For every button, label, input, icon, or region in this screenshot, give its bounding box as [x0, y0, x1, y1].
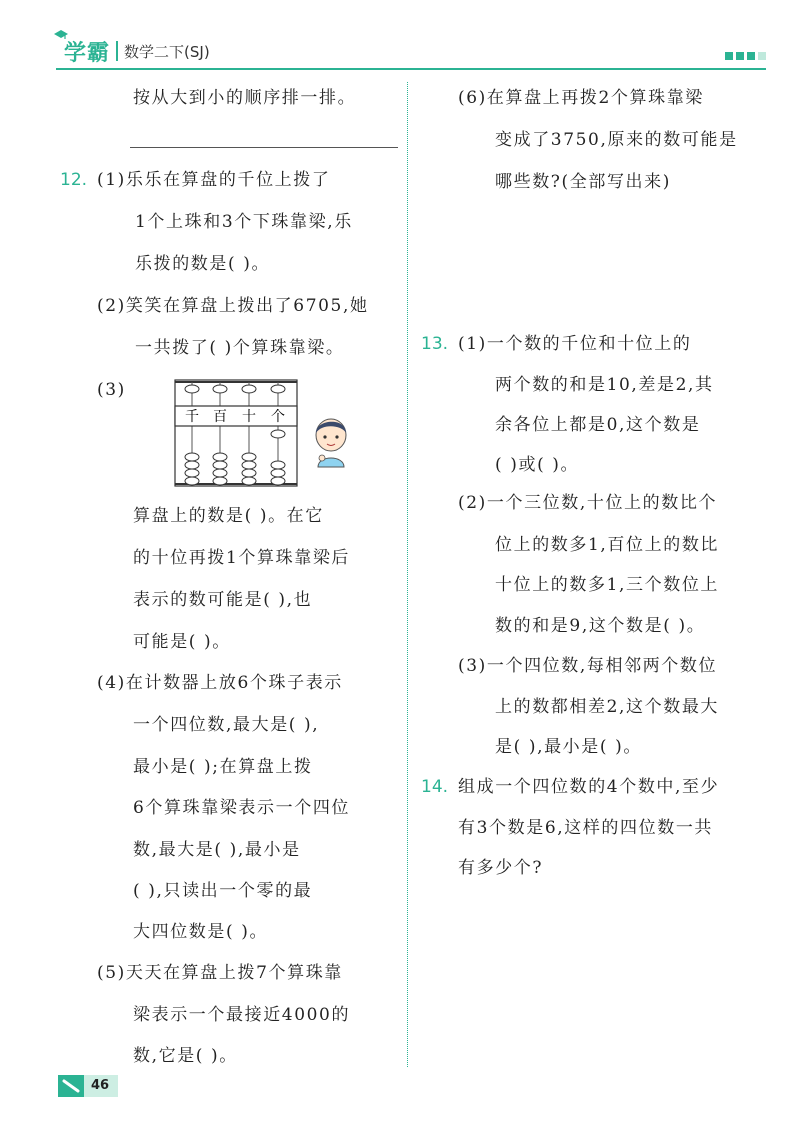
text-line: 数,最大是( ),最小是: [133, 840, 301, 860]
text-line: 按从大到小的顺序排一排。: [133, 88, 357, 108]
text-line: 有多少个?: [458, 858, 544, 878]
text-line: 哪些数?(全部写出来): [495, 172, 671, 192]
text-line: 6个算珠靠梁表示一个四位: [133, 798, 351, 818]
text-line: 两个数的和是10,差是2,其: [495, 375, 714, 395]
text-line: 上的数都相差2,这个数最大: [495, 697, 720, 717]
text-line: 最小是( );在算盘上拨: [133, 757, 313, 777]
question-number-13: 13.: [421, 334, 449, 354]
text-line: 有3个数是6,这样的四位数一共: [458, 818, 714, 838]
text-line: (6)在算盘上再拨2个算珠靠梁: [458, 88, 704, 108]
boy-illustration: [310, 417, 352, 469]
text-line: (1)乐乐在算盘的千位上拨了: [97, 170, 331, 190]
book-subtitle: 数学二下(SJ): [124, 42, 210, 61]
text-line: 是( ),最小是( )。: [495, 737, 642, 757]
brand-separator: [116, 41, 118, 61]
brand: [56, 36, 210, 66]
answer-line: [130, 147, 398, 148]
text-line: 变成了3750,原来的数可能是: [495, 130, 738, 150]
text-line: (3)一个四位数,每相邻两个数位: [458, 656, 718, 676]
graduation-cap-icon: [54, 30, 68, 40]
text-line: 梁表示一个最接近4000的: [133, 1005, 351, 1025]
text-line: 算盘上的数是( )。在它: [133, 506, 324, 526]
text-line: 位上的数多1,百位上的数比: [495, 535, 720, 555]
text-line: (1)一个数的千位和十位上的: [458, 334, 692, 354]
text-line: 表示的数可能是( ),也: [133, 590, 313, 610]
text-line: 一个四位数,最大是( ),: [133, 715, 320, 735]
abacus-label-tens: 十: [242, 409, 256, 425]
text-line: 十位上的数多1,三个数位上: [495, 575, 720, 595]
text-line: 余各位上都是0,这个数是: [495, 415, 701, 435]
text-line: ( )或( )。: [495, 455, 580, 475]
text-line: (5)天天在算盘上拨7个算珠靠: [97, 963, 343, 983]
text-line: (2)一个三位数,十位上的数比个: [458, 493, 718, 513]
page-number: 46: [91, 1078, 110, 1093]
text-line: 乐拨的数是( )。: [135, 254, 271, 274]
header-decoration: [725, 52, 766, 60]
text-line: 一共拨了( )个算珠靠梁。: [135, 338, 345, 358]
text-line: (2)笑笑在算盘上拨出了6705,她: [97, 296, 369, 316]
text-line: 数的和是9,这个数是( )。: [495, 616, 706, 636]
text-line: ( ),只读出一个零的最: [133, 881, 313, 901]
abacus-figure: [173, 378, 299, 490]
text-line: (4)在计数器上放6个珠子表示: [97, 673, 343, 693]
abacus-label-thousands: 千: [185, 409, 199, 425]
page-header: [56, 32, 766, 72]
text-line: 可能是( )。: [133, 632, 231, 652]
brand-logo: [56, 36, 110, 67]
abacus-label-ones: 个: [271, 409, 285, 425]
header-rule: [56, 68, 766, 70]
text-line: 数,它是( )。: [133, 1046, 238, 1066]
text-line: 组成一个四位数的4个数中,至少: [458, 777, 720, 797]
text-line: 的十位再拨1个算珠靠梁后: [133, 548, 351, 568]
text-line: (3): [97, 380, 126, 400]
column-divider: [407, 82, 408, 1067]
abacus-label-hundreds: 百: [213, 409, 227, 425]
question-number-14: 14.: [421, 777, 449, 797]
text-line: 1个上珠和3个下珠靠梁,乐: [135, 212, 353, 232]
question-number-12: 12.: [60, 170, 88, 190]
text-line: 大四位数是( )。: [133, 922, 269, 942]
brand-name: 学霸: [64, 40, 111, 66]
